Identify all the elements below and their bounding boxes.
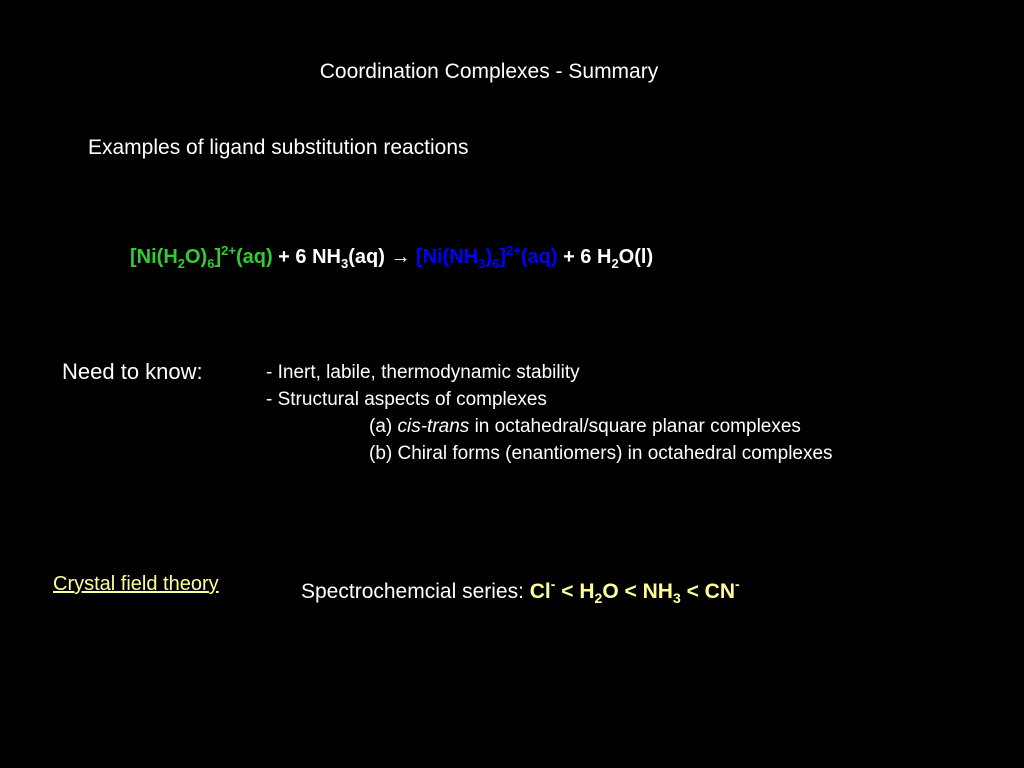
series-subscript: 2 — [594, 590, 603, 606]
product-subscript: 3 — [478, 256, 486, 271]
ammonia-state: (aq) — [348, 246, 391, 268]
slide-title: Coordination Complexes - Summary — [319, 60, 659, 83]
series-charge: - — [550, 576, 556, 592]
need-to-know-label: Need to know: — [62, 359, 203, 384]
water-subscript: 2 — [611, 256, 619, 271]
product-part: ] — [499, 246, 507, 268]
series-ligand: < H — [555, 580, 595, 603]
reactant-subscript: 2 — [177, 256, 185, 271]
series-values — [529, 576, 740, 606]
series-ligand: < CN — [680, 580, 736, 603]
subitem-text: in octahedral/square planar complexes — [469, 416, 801, 437]
water-part: O(l) — [618, 246, 654, 268]
ammonia-term — [272, 246, 391, 271]
product-charge: 2+ — [506, 243, 521, 258]
reactant-part: ] — [214, 246, 222, 268]
reactant-part: O) — [185, 246, 208, 268]
need-to-know-subitem: (b) Chiral forms (enantiomers) in octahedral complexes — [369, 443, 833, 464]
product-part: ) — [485, 246, 493, 268]
slide-subtitle: Examples of ligand substitution reactions — [88, 136, 469, 159]
ammonia-subscript: 3 — [340, 256, 349, 271]
need-to-know-subitem — [369, 416, 801, 438]
subitem-prefix: (a) — [369, 416, 398, 437]
water-part: + 6 H — [557, 246, 612, 268]
product-subscript: 6 — [492, 256, 500, 271]
reaction-arrow-icon: → — [390, 246, 411, 268]
reactant-subscript: 6 — [207, 256, 215, 271]
series-ligand: Cl — [529, 580, 551, 603]
subitem-italic: cis-trans — [397, 416, 470, 437]
reactant-charge: 2+ — [221, 243, 236, 258]
reactant-complex — [130, 243, 273, 271]
spectrochemical-series — [301, 576, 740, 606]
series-subscript: 3 — [672, 590, 681, 606]
ammonia-part: + 6 NH — [272, 246, 341, 268]
product-part: [Ni(NH — [410, 246, 479, 268]
crystal-field-theory-link[interactable]: Crystal field theory — [53, 573, 219, 595]
water-term — [557, 246, 654, 271]
need-to-know-item: - Inert, labile, thermodynamic stability — [266, 362, 580, 383]
product-complex — [410, 243, 558, 271]
reactant-state: (aq) — [235, 246, 273, 268]
reactant-part: [Ni(H — [130, 246, 178, 268]
need-to-know-item: - Structural aspects of complexes — [266, 389, 547, 410]
reaction-equation — [130, 243, 654, 271]
series-label: Spectrochemcial series: — [301, 580, 530, 603]
product-state: (aq) — [520, 246, 558, 268]
series-ligand: O < NH — [602, 580, 673, 603]
series-charge: - — [735, 576, 740, 592]
